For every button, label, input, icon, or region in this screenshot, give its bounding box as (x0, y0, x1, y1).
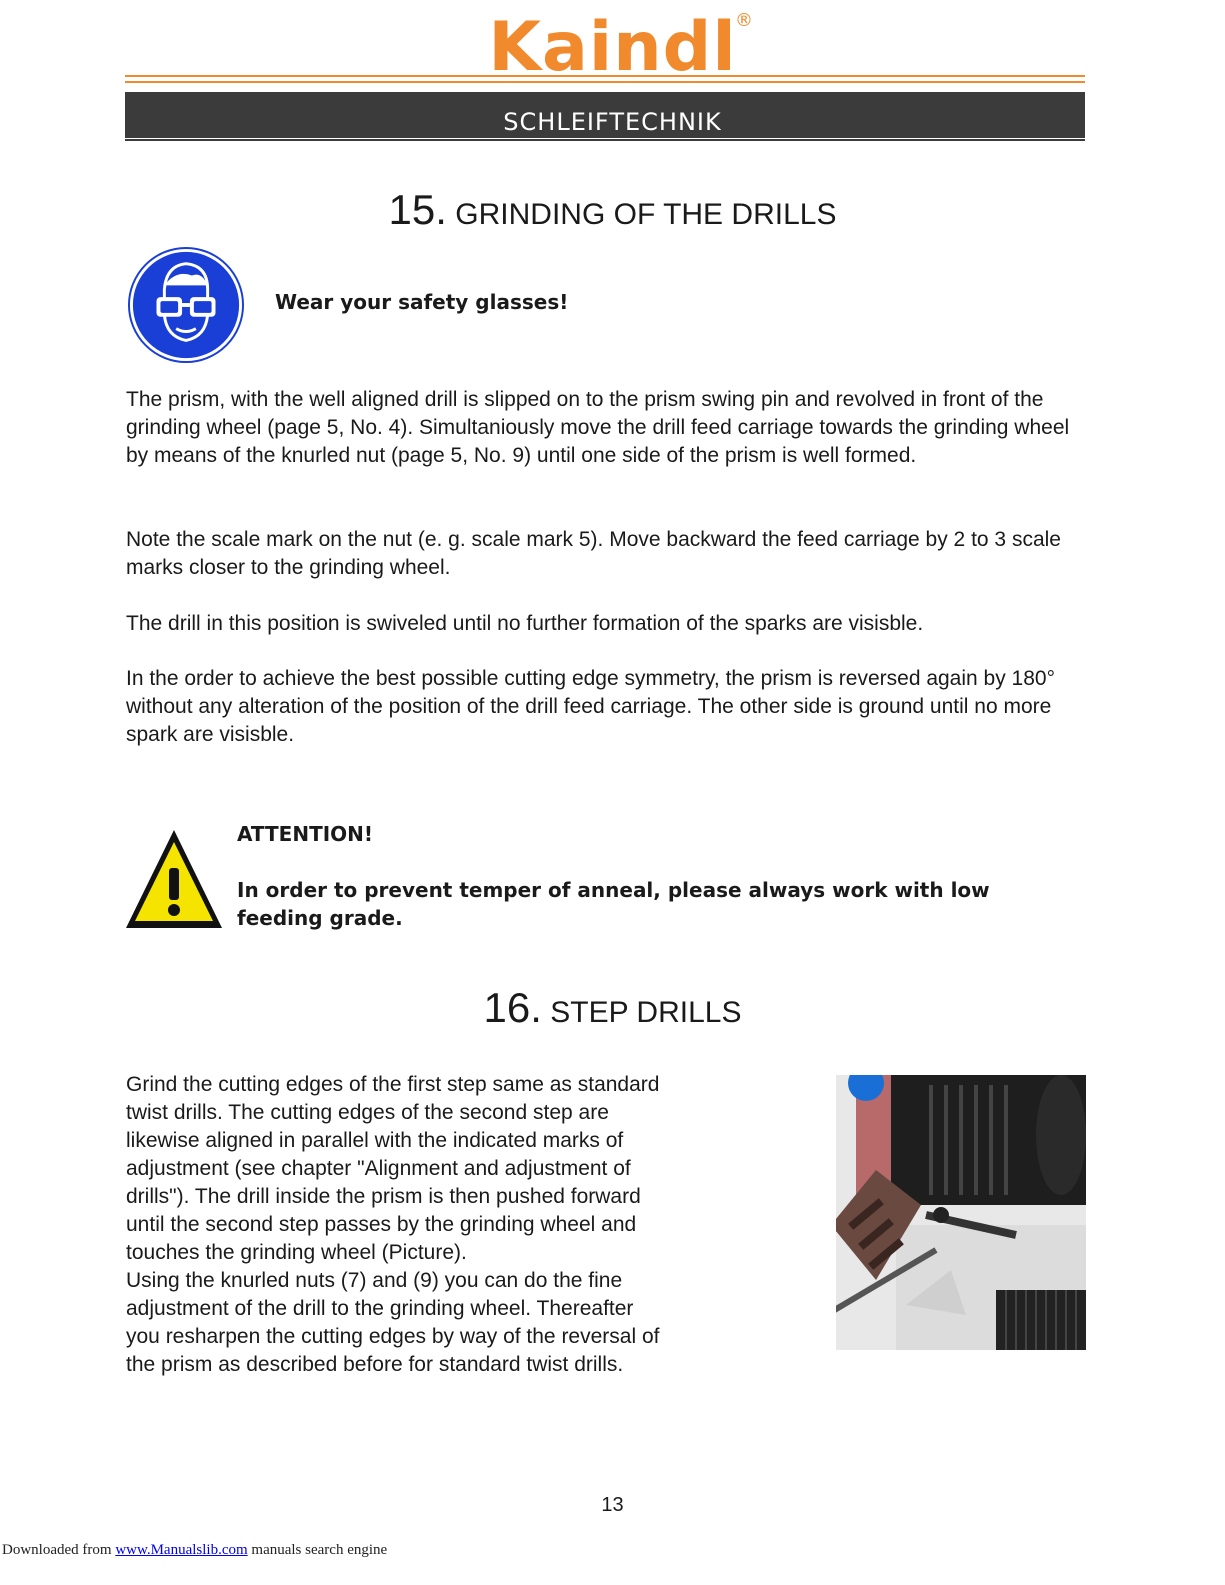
section-15-title: GRINDING OF THE DRILLS (455, 198, 837, 231)
section-15-heading (0, 186, 1225, 234)
header-subtitle: SCHLEIFTECHNIK (503, 108, 722, 136)
section-16-title: STEP DRILLS (550, 996, 742, 1029)
step-line: until the second step passes by the grinding wheel and (126, 1213, 637, 1236)
step-line: twist drills. The cutting edges of the second step are (126, 1101, 609, 1124)
manualslib-link[interactable]: www.Manualslib.com (115, 1542, 248, 1558)
paragraph-symmetry: In the order to achieve the best possible cutting edge symmetry, the prism is reversed again by 180° without any alteration of the position of the drill feed carriage. The other side is ground until no more spark are visisble. (126, 667, 1055, 746)
step-line: adjustment (see chapter "Alignment and adjustment of (126, 1157, 631, 1180)
step-line: touches the grinding wheel (Picture). (126, 1241, 467, 1264)
footer (2, 1542, 387, 1559)
attention-title: ATTENTION! (237, 822, 374, 846)
attention-text: In order to prevent temper of anneal, please always work with low feeding grade. (237, 878, 990, 930)
registered-mark: ® (735, 10, 753, 31)
grinder-photo (836, 1075, 1086, 1350)
safety-notice: Wear your safety glasses! (275, 290, 569, 314)
step-line: you resharpen the cutting edges by way of the reversal of (126, 1325, 660, 1348)
step-line: Grind the cutting edges of the first step same as standard (126, 1073, 660, 1096)
step-line: drills"). The drill inside the prism is then pushed forward (126, 1185, 641, 1208)
brand-logo: Kaindl (488, 8, 737, 87)
header-rule-bottom (125, 139, 1085, 141)
page-number: 13 (601, 1494, 624, 1516)
warning-triangle-icon (124, 828, 224, 932)
step-line: Using the knurled nuts (7) and (9) you can do the fine (126, 1269, 623, 1292)
step-line: likewise aligned in parallel with the indicated marks of (126, 1129, 624, 1152)
section-16-number: 16. (483, 984, 542, 1031)
paragraph-prism: The prism, with the well aligned drill is slipped on to the prism swing pin and revolved in front of the grinding wheel (page 5, No. 4). Simultaniously move the drill feed carriage towards the grinding wheel by means of the knurled nut (page 5, No. 9) until one side of the prism is well formed. (126, 388, 1070, 467)
footer-suffix: manuals search engine (247, 1542, 388, 1558)
section-15-number: 15. (388, 186, 447, 233)
step-drills-text (126, 1071, 751, 1379)
step-line: the prism as described before for standard twist drills. (126, 1353, 624, 1376)
section-16-heading (0, 984, 1225, 1032)
footer-prefix: Downloaded from (2, 1542, 116, 1558)
paragraph-scale-mark: Note the scale mark on the nut (e. g. scale mark 5). Move backward the feed carriage by 2 to 3 scale marks closer to the grinding wheel. (126, 528, 1061, 579)
step-line: adjustment of the drill to the grinding wheel. Thereafter (126, 1297, 634, 1320)
paragraph-swivel: The drill in this position is swiveled until no further formation of the sparks are visisble. (126, 612, 924, 635)
safety-glasses-icon (127, 246, 245, 364)
